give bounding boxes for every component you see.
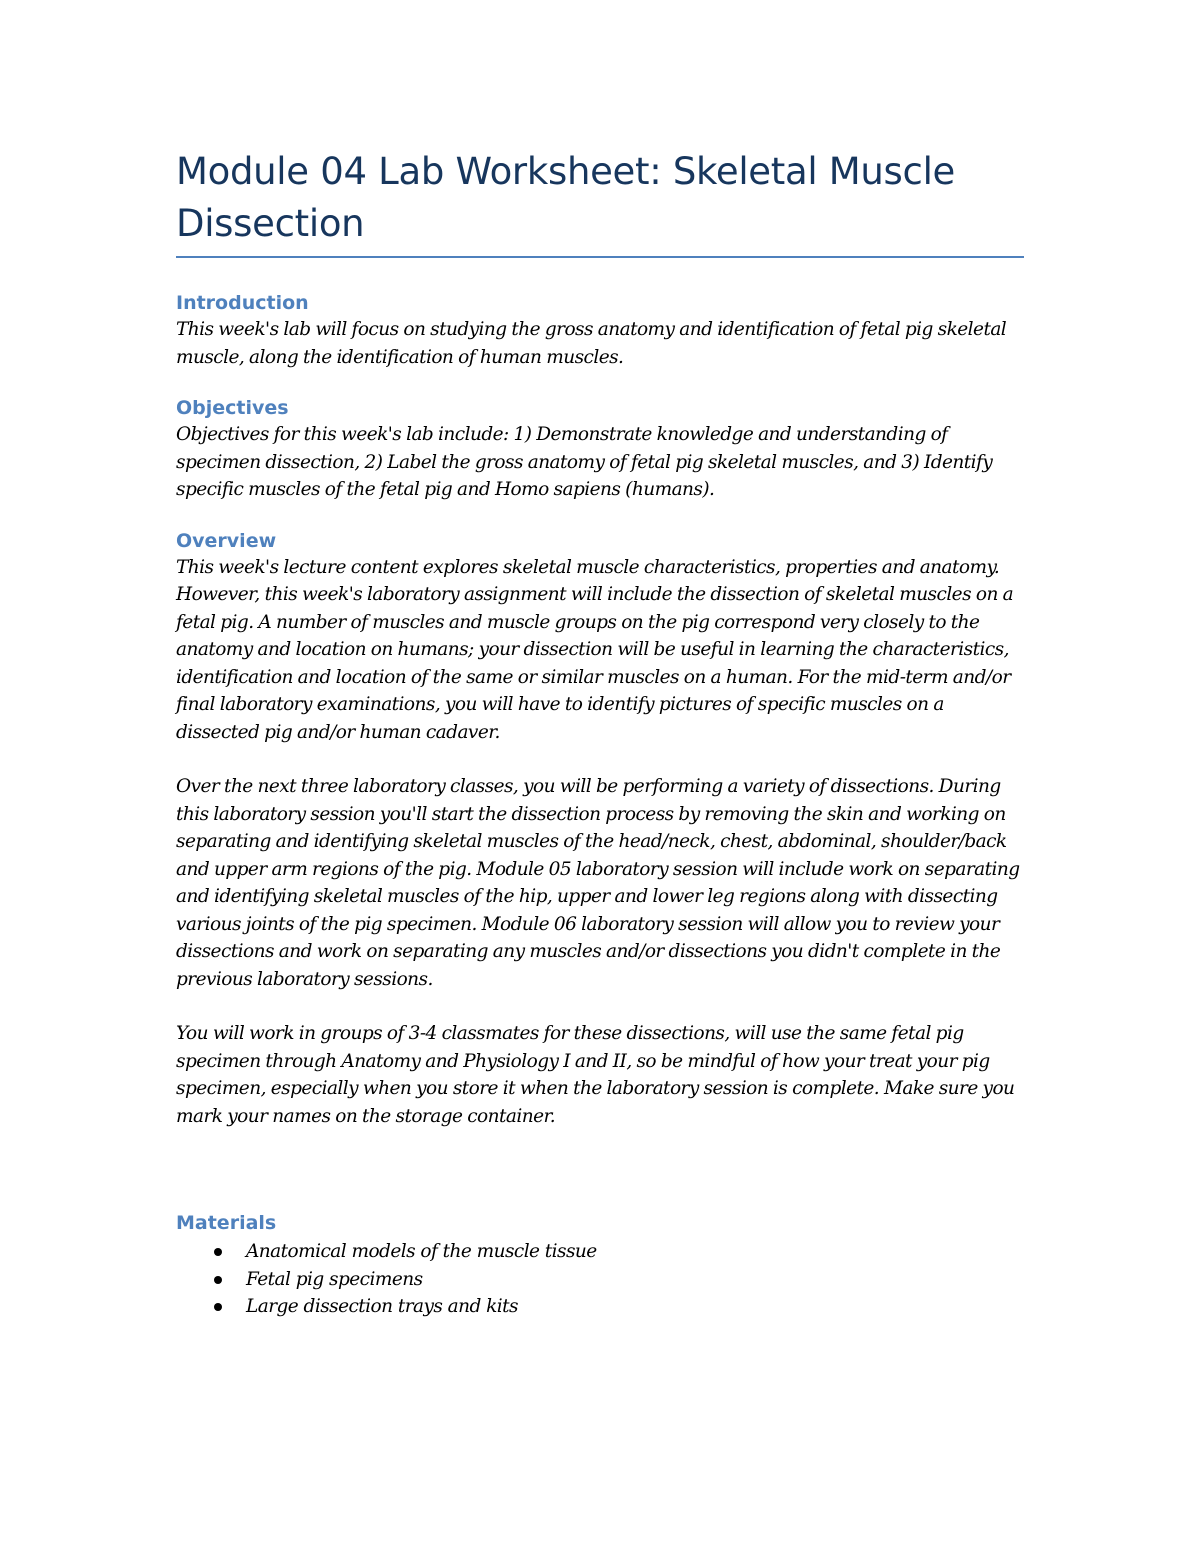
bullet-icon (214, 1248, 222, 1256)
overview-paragraph: This week's lecture content explores skeletal muscle characteristics, properties and anatomy. However, this week's laboratory assignment will include the dissection of skeletal muscles on a fetal pig. A number of muscles and muscle groups on the pig correspond very closely to the anatomy and location on humans; your dissection will be useful in learning the characteristics, identification and location of the same or similar muscles on a human. For the mid-term and/or final laboratory examinations, you will have to identify pictures of specific muscles on a dissected pig and/or human cadaver. (176, 556, 1014, 743)
title-divider (176, 256, 1024, 258)
list-item (176, 1238, 1024, 1266)
introduction-heading: Introduction (176, 292, 309, 314)
list-item-text: Fetal pig specimens (246, 1268, 423, 1290)
bullet-icon (214, 1276, 222, 1284)
overview-heading: Overview (176, 529, 277, 552)
objectives-heading: Objectives (176, 397, 289, 419)
list-item-text: Anatomical models of the muscle tissue (246, 1241, 597, 1262)
list-item-text: Large dissection trays and kits (246, 1296, 518, 1317)
materials-list (176, 1238, 1024, 1321)
bullet-icon (214, 1303, 222, 1311)
list-item (176, 1293, 1024, 1321)
document-page (176, 0, 1024, 1321)
overview-paragraph: You will work in groups of 3-4 classmates for these dissections, will use the same fetal pig specimen through Anatomy and Physiology I and II, so be mindful of how your treat your pig specimen, especially when you store it when the laboratory session is complete. Make sure you mark your names on the storage container. (176, 1023, 1015, 1127)
objectives-text: Objectives for this week's lab include: 1) Demonstrate knowledge and understanding of specimen dissection, 2) Label the gross anatomy of fetal pig skeletal muscles, and 3) Identify specific muscles of the fetal pig and Homo sapiens (humans). (176, 424, 993, 500)
materials-heading: Materials (176, 1212, 277, 1234)
introduction-text: This week's lab will focus on studying the gross anatomy and identification of fetal pig skeletal muscle, along the identification of human muscles. (176, 319, 1007, 368)
list-item (176, 1266, 1024, 1294)
document-title: Module 04 Lab Worksheet: Skeletal Muscle Dissection (176, 150, 956, 245)
overview-paragraph: Over the next three laboratory classes, you will be performing a variety of dissections. During this laboratory session you'll start the dissection process by removing the skin and working on separating and identifying skeletal muscles of the head/neck, chest, abdominal, shoulder/back and upper arm regions of the pig. Module 05 laboratory session will include work on separating and identifying skeletal muscles of the hip, upper and lower leg regions along with dissecting various joints of the pig specimen. Module 06 laboratory session will allow you to review your dissections and work on separating any muscles and/or dissections you didn't complete in the previous laboratory sessions. (176, 776, 1020, 990)
